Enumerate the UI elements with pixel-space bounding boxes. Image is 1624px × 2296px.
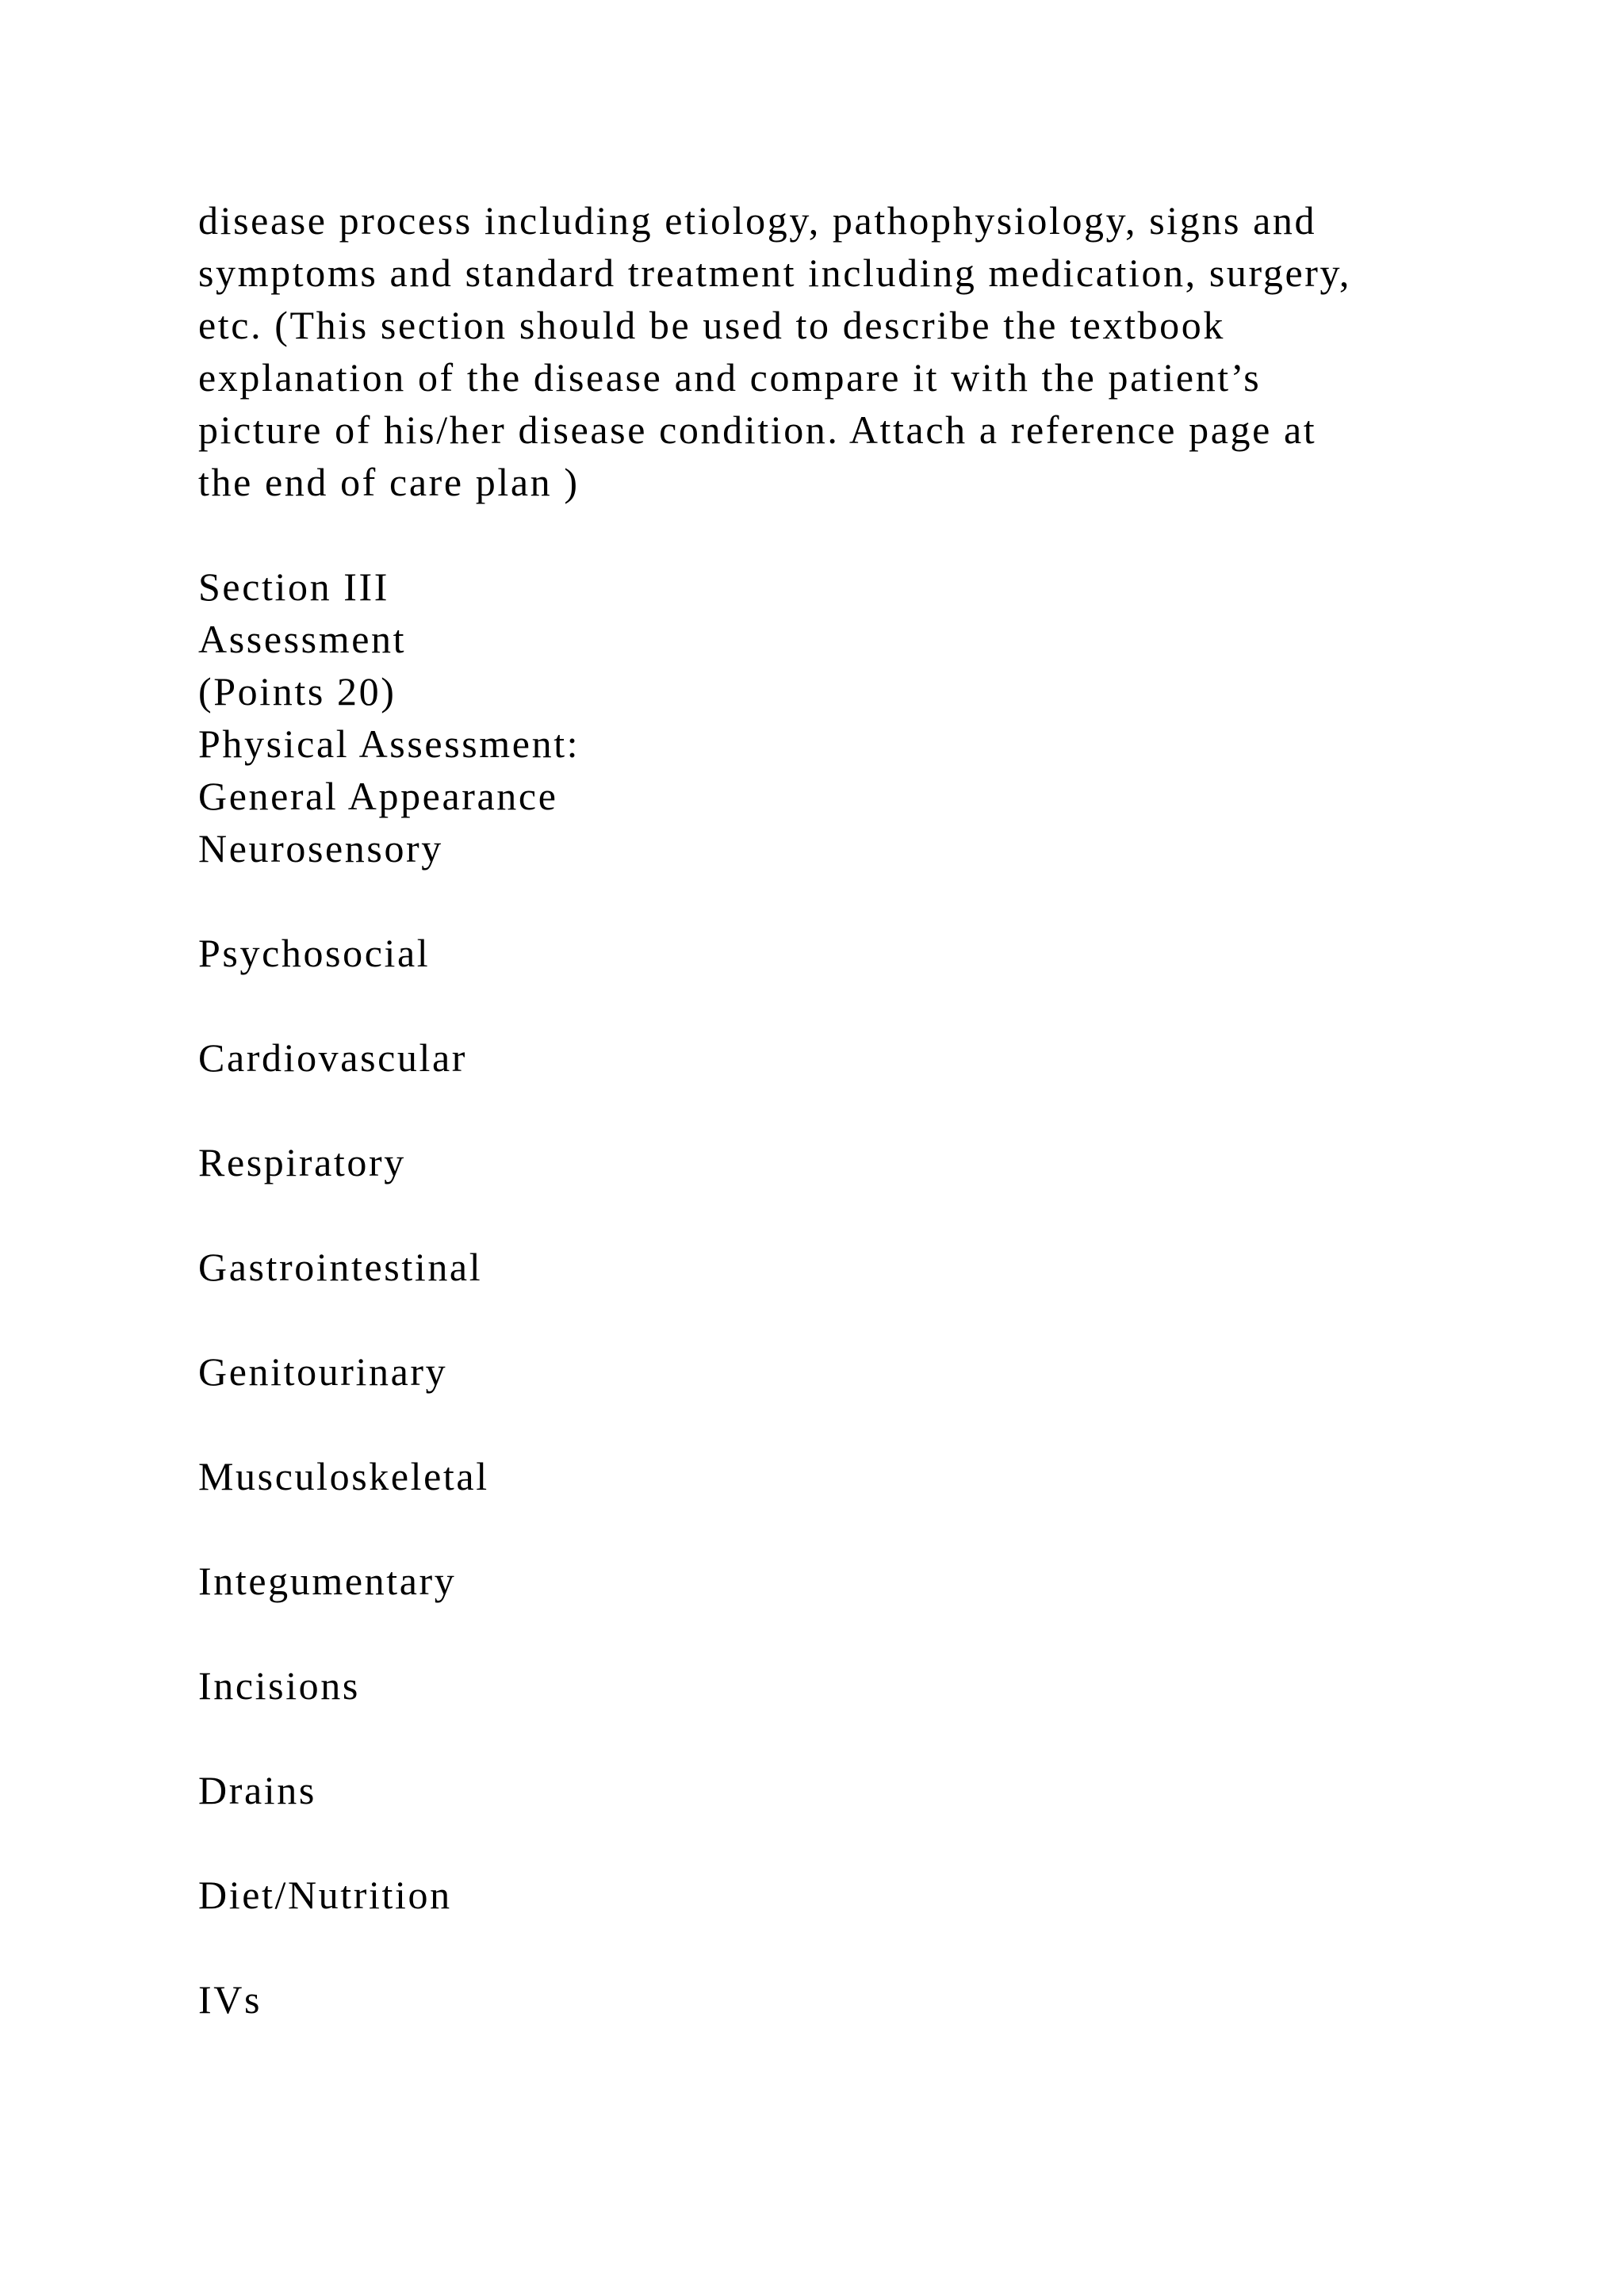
spacer [198,1398,1467,1450]
assessment-item: Psychosocial [198,931,431,975]
assessment-item: Genitourinary [198,1349,448,1394]
spacer [198,1188,1467,1241]
paragraph-line: disease process including etiology, pathophysiology, signs and [198,198,1317,243]
general-appearance-label: General Appearance [198,774,558,818]
assessment-item: Cardiovascular [198,1035,468,1080]
assessment-item: IVs [198,1977,262,2022]
paragraph-line: picture of his/her disease condition. Attach a reference page at [198,408,1317,452]
assessment-item: Diet/Nutrition [198,1873,452,1917]
spacer [198,1084,1467,1136]
paragraph-line: the end of care plan ) [198,460,580,504]
section-title: Section III [198,564,390,609]
assessment-item: Integumentary [198,1559,457,1603]
spacer [198,508,1467,561]
spacer [198,1712,1467,1764]
spacer [198,874,1467,927]
spacer [198,1502,1467,1555]
section-header [198,561,1467,822]
paragraph-line: symptoms and standard treatment including medication, surgery, [198,251,1351,295]
assessment-item: Gastrointestinal [198,1245,483,1289]
section-name: Assessment [198,617,407,661]
assessment-items [198,822,1467,2026]
intro-paragraph [198,194,1467,508]
spacer [198,979,1467,1031]
assessment-item: Drains [198,1768,316,1812]
assessment-item: Respiratory [198,1140,406,1184]
assessment-item: Neurosensory [198,826,443,871]
spacer [198,1921,1467,1973]
physical-assessment-heading: Physical Assessment: [198,721,580,766]
spacer [198,1293,1467,1345]
document-body [198,194,1467,2026]
spacer [198,1607,1467,1659]
spacer [198,1816,1467,1869]
assessment-item: Incisions [198,1663,360,1708]
paragraph-line: explanation of the disease and compare it with the patient’s [198,355,1262,400]
section-points: (Points 20) [198,669,396,714]
assessment-item: Musculoskeletal [198,1454,489,1498]
paragraph-line: etc. (This section should be used to describe the textbook [198,303,1225,347]
